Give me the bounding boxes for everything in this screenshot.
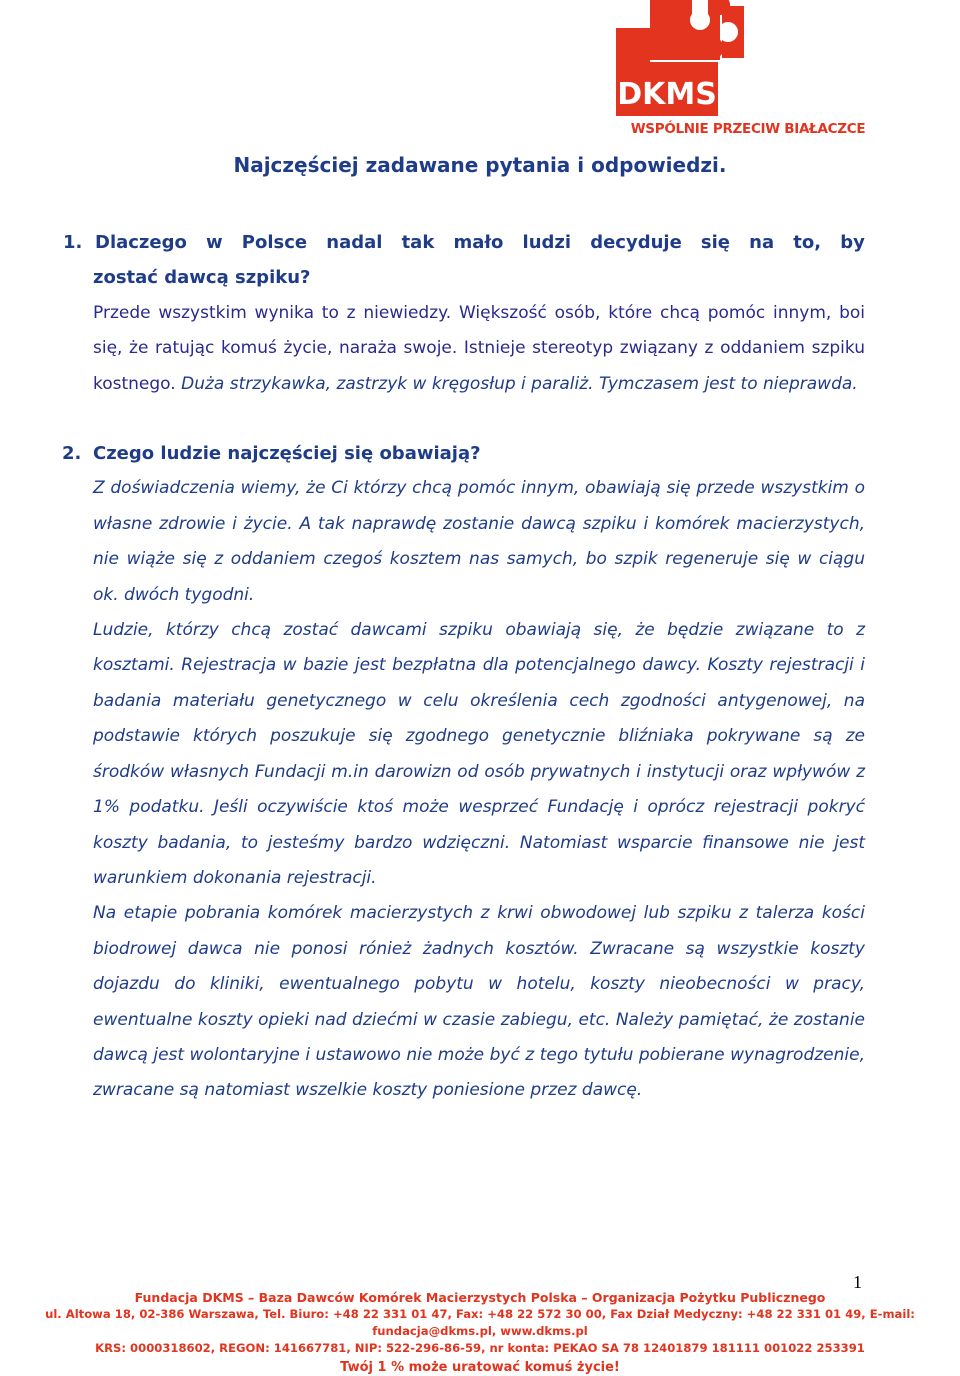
word: się <box>700 232 731 253</box>
word: to, <box>793 232 822 253</box>
word: Polsce <box>241 232 308 253</box>
question-1-number: 1. <box>63 232 83 253</box>
answer-2-paragraph-3: Na etapie pobrania komórek macierzystych z krwi obwodowej lub szpiku z talerza kości biodrowej dawca nie ponosi rónież żadnych kosztów. Zwracane są wszystkie koszty dojazdu do kliniki, ewentualnego pobytu w hotelu, koszty nieobecności w pracy, ewentualne koszty opieki nad dziećmi w czasie zabiegu, etc. Należy pamiętać, że zostanie dawcą jest wolontaryjne i ustawowo nie może być z tego tytułu pobierane wynagrodzenie, zwracane są natomiast wszelkie koszty poniesione przez dawcę. <box>93 903 865 1101</box>
word: Dlaczego <box>95 232 187 253</box>
logo-tagline: WSPÓLNIE PRZECIW BIAŁACZCE <box>630 121 866 137</box>
word: ludzi <box>522 232 572 253</box>
answer-2-paragraph-1: Z doświadczenia wiemy, że Ci którzy chcą pomóc innym, obawiają się przede wszystkim o własne zdrowie i życie. A tak naprawdę zostanie dawcą szpiku i komórek macierzystych, nie wiąże się z oddaniem czegoś kosztem nas samych, bo szpik regeneruje się w ciągu ok. dwóch tygodni. <box>93 478 865 605</box>
question-2-text: Czego ludzie najczęściej się obawiają? <box>93 443 481 465</box>
question-1-line-2: zostać dawcą szpiku? <box>93 267 311 289</box>
word: decyduje <box>590 232 682 253</box>
word: nadal <box>326 232 383 253</box>
word: mało <box>453 232 504 253</box>
word: tak <box>401 232 435 253</box>
footer <box>0 1289 960 1376</box>
puzzle-logo-icon <box>612 0 862 140</box>
footer-organization: Fundacja DKMS – Baza Dawców Komórek Macierzystych Polska – Organizacja Pożytku Publicznego <box>134 1290 826 1305</box>
answer-2-paragraph-2: Ludzie, którzy chcą zostać dawcami szpiku obawiają się, że będzie związane to z kosztami. Rejestracja w bazie jest bezpłatna dla potencjalnego dawcy. Koszty rejestracji i badania materiału genetycznego w celu określenia cech zgodności antygenowej, na podstawie których poszukuje się zgodnego genetycznie bliźniaka pokrywane są ze środków własnych Fundacji m.in darowizn od osób prywatnych i instytucji oraz wpływów z 1% podatku. Jeśli oczywiście ktoś może wesprzeć Fundację i oprócz rejestracji pokryć koszty badania, to jesteśmy bardzo wdzięczni. Natomiast wsparcie finansowe nie jest warunkiem dokonania rejestracji. <box>93 620 865 888</box>
footer-address: ul. Altowa 18, 02-386 Warszawa, Tel. Biuro: +48 22 331 01 47, Fax: +48 22 572 30 00, Fax Dział Medyczny: +48 22 331 01 49, E-mail: fundacja@dkms.pl, www.dkms.pl <box>45 1307 915 1338</box>
question-1-line-1 <box>63 225 865 260</box>
question-2-number: 2. <box>62 443 82 465</box>
answer-1 <box>93 296 865 402</box>
page-number: 1 <box>853 1272 862 1292</box>
dkms-logo <box>612 0 862 140</box>
answer-1-plain: Przede wszystkim wynika to z niewiedzy. Większość osób, które chcą pomóc innym, boi się, że ratując komuś życie, naraża swoje. Istnieje stereotyp związany z oddaniem szpiku kostnego. <box>93 302 865 394</box>
footer-registration: KRS: 0000318602, REGON: 141667781, NIP: 522-296-86-59, nr konta: PEKAO SA 78 12401879 181111 001022 253391 <box>95 1341 865 1355</box>
footer-slogan: Twój 1 % może uratować komuś życie! <box>340 1360 620 1375</box>
word: na <box>749 232 775 253</box>
answer-1-italic: Duża strzykawka, zastrzyk w kręgosłup i paraliż. Tymczasem jest to nieprawda. <box>175 373 858 394</box>
logo-brand-text: DKMS <box>617 77 717 112</box>
word: by <box>840 232 865 253</box>
page-title: Najczęściej zadawane pytania i odpowiedzi. <box>233 153 727 177</box>
question-2 <box>62 436 865 471</box>
faq-content <box>62 225 865 1109</box>
question-1-words <box>95 225 865 260</box>
word: w <box>206 232 223 253</box>
